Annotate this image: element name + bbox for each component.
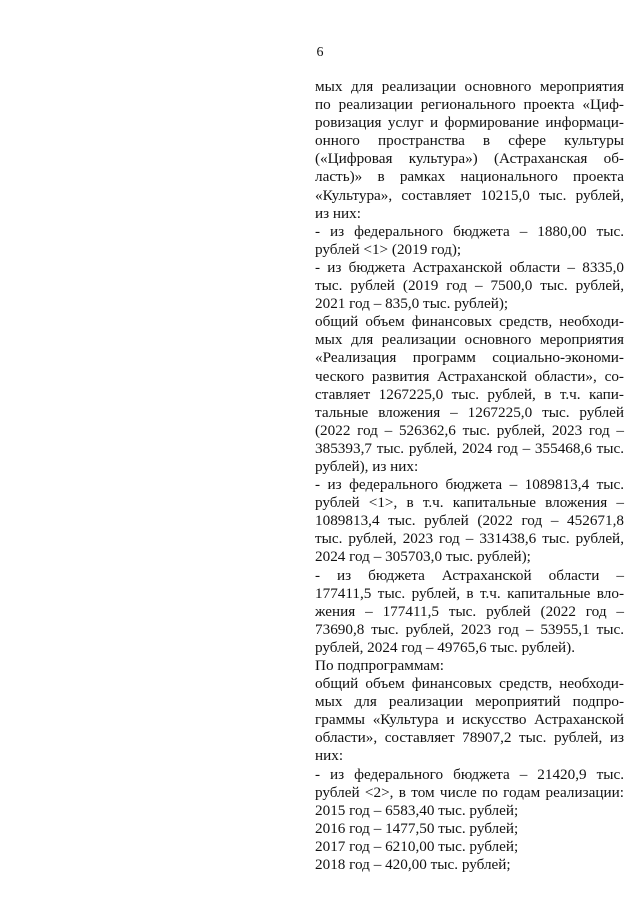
text-line: 2017 год – 6210,00 тыс. рублей;	[315, 837, 519, 855]
text-line: ставляет 1267225,0 тыс. рублей, в т.ч. капи-	[315, 385, 624, 403]
text-line: (2022 год – 526362,6 тыс. рублей, 2023 год –	[315, 421, 624, 439]
text-line: 1089813,4 тыс. рублей (2022 год – 452671,8	[315, 512, 624, 530]
text-line: «Культура», составляет 10215,0 тыс. рублей,	[315, 186, 624, 204]
text-line: мых для реализации основного мероприятия	[315, 78, 624, 95]
text-line: ласть)» в рамках национального проекта	[315, 168, 624, 186]
text-line: них:	[315, 747, 344, 765]
text-line: 2018 год – 420,00 тыс. рублей;	[315, 856, 511, 874]
text-line: 2015 год – 6583,40 тыс. рублей;	[315, 801, 519, 819]
text-line: рублей <2>, в том числе по годам реализации:	[315, 783, 624, 801]
text-line: ческого развития Астраханской области», со-	[315, 367, 624, 385]
text-line: - из федерального бюджета – 21420,9 тыс.	[315, 765, 624, 783]
text-line: мых для реализации основного мероприятия	[315, 331, 624, 349]
text-line: из них:	[315, 204, 361, 222]
text-line: 2021 год – 835,0 тыс. рублей);	[315, 295, 509, 313]
text-line: тальные вложения – 1267225,0 тыс. рублей	[315, 403, 624, 421]
page-number: 6	[316, 45, 324, 60]
text-line: 2024 год – 305703,0 тыс. рублей);	[315, 548, 531, 566]
text-line: 177411,5 тыс. рублей, в т.ч. капитальные вло-	[315, 584, 624, 602]
text-line: тыс. рублей (2019 год – 7500,0 тыс. рублей,	[315, 277, 624, 295]
text-line: области», составляет 78907,2 тыс. рублей, из	[315, 729, 624, 747]
text-line: 2016 год – 1477,50 тыс. рублей;	[315, 819, 519, 837]
text-line: - из федерального бюджета – 1089813,4 тыс.	[315, 476, 624, 494]
text-line: рублей <1> (2019 год);	[315, 240, 462, 258]
text-line: рублей <1>, в т.ч. капитальные вложения –	[315, 494, 624, 512]
text-line: («Цифровая культура») (Астраханская об-	[315, 150, 624, 168]
text-line: - из бюджета Астраханской области –	[315, 566, 624, 584]
text-line: общий объем финансовых средств, необходи-	[315, 675, 624, 693]
text-line: 385393,7 тыс. рублей, 2024 год – 355468,6 тыс.	[315, 439, 624, 457]
document-text-column	[315, 78, 624, 874]
text-line: 73690,8 тыс. рублей, 2023 год – 53955,1 тыс.	[315, 620, 624, 638]
text-line: По подпрограммам:	[315, 657, 444, 674]
text-line: граммы «Культура и искусство Астраханской	[315, 711, 624, 729]
text-line: ровизация услуг и формирование информаци-	[315, 114, 624, 132]
text-line: мых для реализации мероприятий подпро-	[315, 693, 624, 711]
text-line: - из бюджета Астраханской области – 8335,0	[315, 258, 624, 276]
text-line: жения – 177411,5 тыс. рублей (2022 год –	[315, 602, 624, 620]
text-line: по реализации регионального проекта «Циф-	[315, 96, 624, 114]
text-line: онного пространства в сфере культуры	[315, 132, 624, 150]
text-line: общий объем финансовых средств, необходи-	[315, 313, 624, 331]
text-line: рублей), из них:	[315, 457, 419, 475]
text-line: рублей, 2024 год – 49765,6 тыс. рублей).	[315, 638, 576, 656]
text-line: - из федерального бюджета – 1880,00 тыс.	[315, 222, 624, 240]
text-line: тыс. рублей, 2023 год – 331438,6 тыс. рублей,	[315, 530, 624, 548]
text-line: «Реализация программ социально-экономи-	[315, 349, 624, 367]
